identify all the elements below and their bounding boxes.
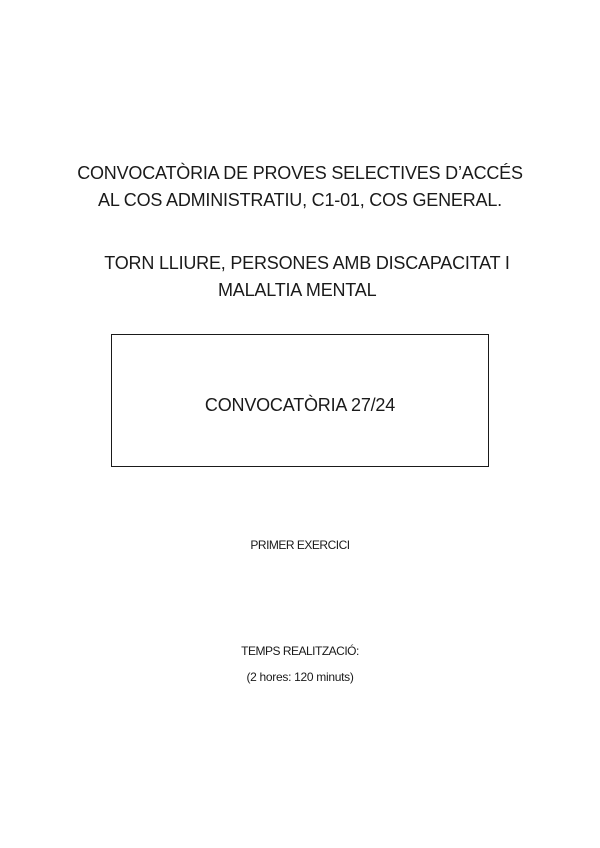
document-title	[0, 160, 600, 214]
convocation-box	[111, 334, 489, 467]
exercise-label: PRIMER EXERCICI	[250, 538, 350, 552]
document-subtitle	[0, 250, 600, 300]
time-value: (2 hores: 120 minuts)	[246, 670, 354, 684]
convocation-number: CONVOCATÒRIA 27/24	[204, 395, 396, 415]
title-line-1: CONVOCATÒRIA DE PROVES SELECTIVES D’ACCÉS	[77, 163, 523, 183]
subtitle-line-2: MALALTIA MENTAL	[218, 280, 377, 300]
time-label: TEMPS REALITZACIÓ:	[241, 644, 359, 658]
subtitle-line-1: TORN LLIURE, PERSONES AMB DISCAPACITAT I	[104, 253, 510, 273]
title-line-2: AL COS ADMINISTRATIU, C1-01, COS GENERAL.	[98, 190, 502, 210]
